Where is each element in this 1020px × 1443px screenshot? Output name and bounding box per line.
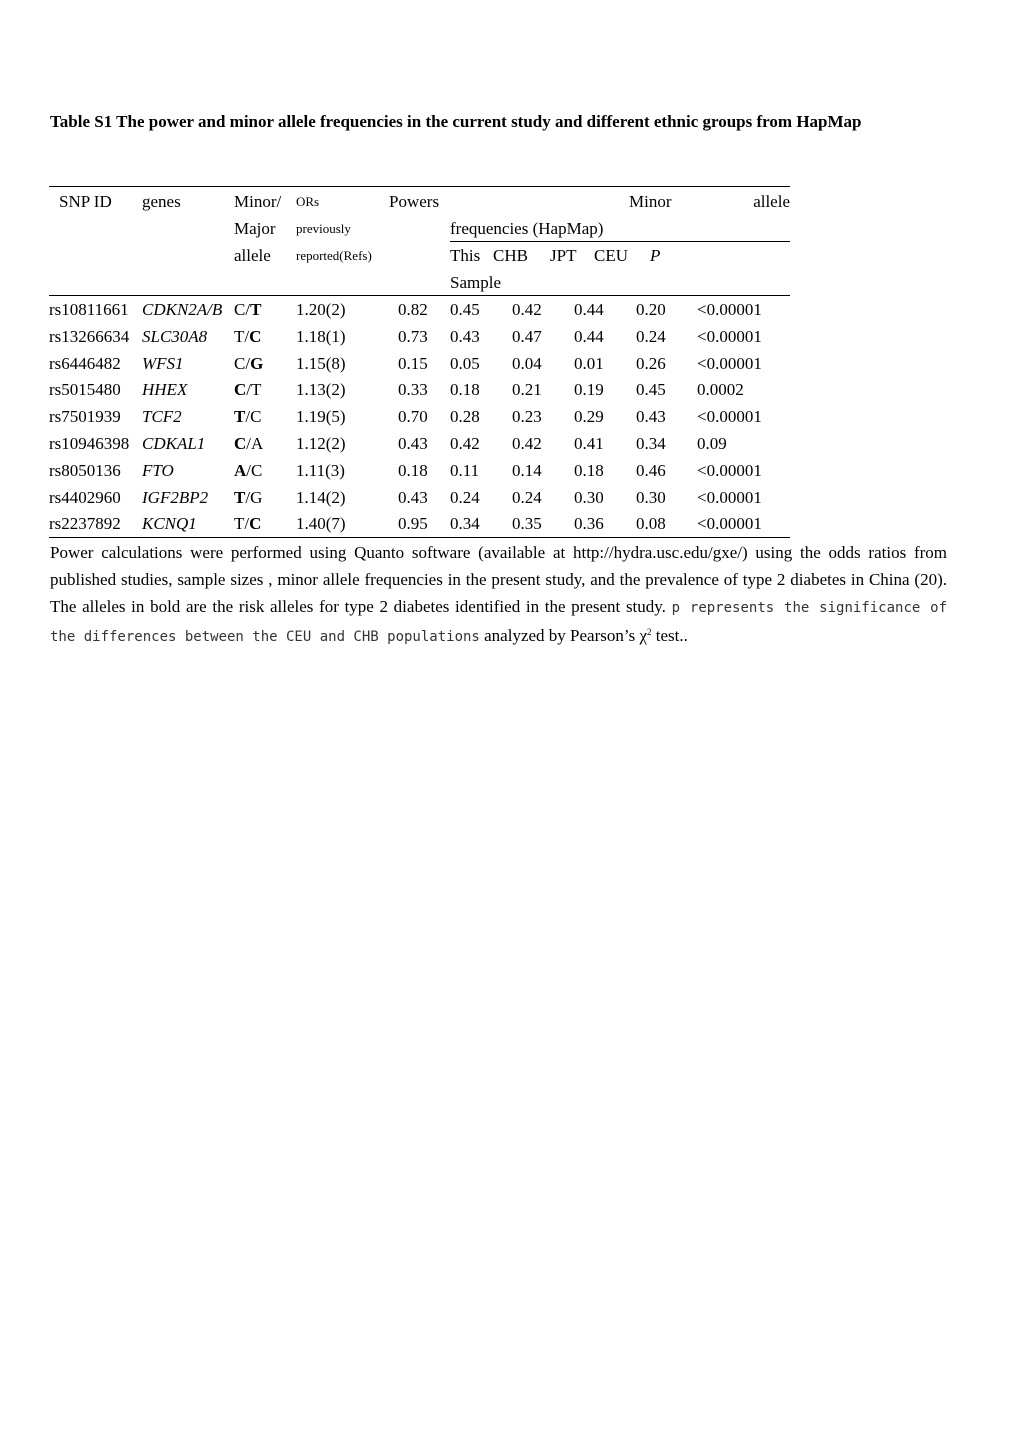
cell-this-sample: 0.24	[450, 487, 480, 507]
cell-allele: T/G	[234, 487, 263, 507]
cell-power: 0.18	[398, 460, 428, 480]
cell-chb: 0.42	[512, 300, 542, 319]
cell-p: <0.00001	[697, 407, 762, 427]
cell-or: 1.40(7)	[296, 514, 346, 534]
cell-allele: T/C	[234, 407, 262, 427]
cell-power: 0.43	[398, 487, 428, 507]
major-allele: C	[249, 326, 262, 346]
cell-this-sample: 0.42	[450, 434, 480, 453]
cell-ceu: 0.30	[636, 487, 666, 507]
header-snp-id: SNP ID	[59, 192, 112, 211]
cell-jpt: 0.44	[574, 326, 604, 346]
cell-gene: IGF2BP2	[142, 487, 209, 507]
cell-jpt: 0.01	[574, 353, 604, 373]
cell-this-sample: 0.43	[450, 326, 480, 346]
cell-gene: CDKN2A/B	[142, 300, 223, 319]
cell-ceu: 0.43	[636, 407, 666, 427]
cell-snp-id: rs10946398	[49, 434, 130, 453]
cell-chb: 0.42	[512, 434, 542, 453]
header-p: P	[650, 246, 661, 265]
cell-jpt: 0.44	[574, 300, 604, 319]
cell-or: 1.12(2)	[296, 434, 346, 453]
cell-chb: 0.04	[512, 353, 542, 373]
cell-jpt: 0.41	[574, 434, 604, 453]
cell-or: 1.19(5)	[296, 407, 346, 427]
cell-gene: HHEX	[142, 380, 188, 400]
cell-snp-id: rs7501939	[49, 407, 121, 427]
header-frequencies: frequencies (HapMap)	[450, 219, 604, 238]
cell-snp-id: rs8050136	[49, 460, 121, 480]
cell-p: <0.00001	[697, 326, 762, 346]
cell-chb: 0.21	[512, 380, 542, 400]
cell-or: 1.15(8)	[296, 353, 346, 373]
major-allele: G	[250, 487, 263, 507]
major-allele: G	[250, 353, 264, 373]
cell-power: 0.33	[398, 380, 428, 400]
minor-allele: C	[234, 434, 247, 453]
header-minor-major-1: Minor/	[234, 192, 282, 211]
minor-allele: C	[234, 353, 246, 373]
cell-snp-id: rs5015480	[49, 380, 121, 400]
cell-jpt: 0.29	[574, 407, 604, 427]
cell-ceu: 0.46	[636, 460, 666, 480]
major-allele: C	[249, 514, 262, 534]
data-table	[49, 186, 790, 538]
cell-power: 0.95	[398, 514, 428, 534]
cell-jpt: 0.19	[574, 380, 604, 400]
header-genes: genes	[142, 192, 181, 211]
cell-allele: A/C	[234, 460, 263, 480]
header-allele: allele	[753, 192, 790, 211]
cell-ceu: 0.20	[636, 300, 666, 319]
major-allele: T	[251, 380, 262, 400]
table-footnote	[50, 539, 947, 651]
table-top-rule	[49, 186, 790, 187]
header-bottom-rule	[49, 295, 790, 296]
cell-jpt: 0.18	[574, 460, 604, 480]
cell-this-sample: 0.18	[450, 380, 480, 400]
footnote-text-1: Power calculations were performed using Quanto software (available at http://hydra.usc.edu/gxe/) using the odds ratios from published studies, sample sizes , minor allele frequencies in the present study, and the prevalence of type 2 diabetes in China (20). The alleles in bold are the risk alleles for type 2 diabetes identified in the present study.	[50, 543, 947, 616]
header-minor: Minor	[629, 192, 672, 211]
cell-jpt: 0.36	[574, 514, 604, 534]
cell-ceu: 0.24	[636, 326, 666, 346]
cell-chb: 0.23	[512, 407, 542, 427]
cell-ceu: 0.08	[636, 514, 666, 534]
cell-or: 1.18(1)	[296, 326, 346, 346]
footnote-text-4: test..	[651, 626, 688, 645]
cell-p: <0.00001	[697, 300, 762, 319]
minor-allele: C	[234, 300, 246, 319]
header-ors-1: ORs	[296, 194, 320, 209]
cell-ceu: 0.45	[636, 380, 666, 400]
footnote-text-2: p represents the significance of the differences between the CEU and CHB populations	[50, 600, 948, 645]
header-ors-2: previously	[296, 221, 351, 236]
cell-or: 1.13(2)	[296, 380, 346, 400]
cell-allele: T/C	[234, 326, 262, 346]
cell-or: 1.11(3)	[296, 460, 345, 480]
footnote-superscript: 2	[647, 627, 652, 637]
minor-allele: T	[234, 487, 246, 507]
cell-this-sample: 0.05	[450, 353, 480, 373]
cell-gene: KCNQ1	[142, 514, 197, 534]
cell-this-sample: 0.34	[450, 514, 480, 534]
cell-gene: FTO	[142, 460, 174, 480]
cell-gene: CDKAL1	[142, 434, 206, 453]
major-allele: C	[250, 407, 262, 427]
cell-snp-id: rs13266634	[49, 326, 130, 346]
header-minor-major-3: allele	[234, 246, 271, 265]
cell-this-sample: 0.28	[450, 407, 480, 427]
header-chb: CHB	[493, 246, 528, 265]
cell-snp-id: rs10811661	[49, 300, 129, 319]
cell-chb: 0.14	[512, 460, 542, 480]
cell-p: <0.00001	[697, 514, 762, 534]
cell-ceu: 0.26	[636, 353, 666, 373]
frequencies-rule	[450, 241, 790, 242]
minor-allele: T	[234, 407, 246, 427]
cell-power: 0.70	[398, 407, 428, 427]
cell-snp-id: rs4402960	[49, 487, 121, 507]
major-allele: A	[251, 434, 264, 453]
cell-allele: C/A	[234, 434, 264, 453]
minor-allele: A	[234, 460, 247, 480]
minor-allele: T	[234, 326, 245, 346]
header-powers: Powers	[389, 192, 440, 211]
cell-allele: C/G	[234, 353, 264, 373]
cell-p: <0.00001	[697, 353, 762, 373]
header-this: This	[450, 246, 481, 265]
minor-allele: C	[234, 380, 247, 400]
cell-ceu: 0.34	[636, 434, 666, 453]
cell-p: 0.0002	[697, 380, 744, 400]
footnote-text-3: analyzed by Pearson’s χ	[484, 626, 647, 645]
cell-power: 0.43	[398, 434, 428, 453]
cell-gene: TCF2	[142, 407, 182, 427]
cell-allele: T/C	[234, 514, 262, 534]
header-sample: Sample	[450, 273, 501, 292]
major-allele: C	[251, 460, 263, 480]
cell-gene: SLC30A8	[142, 326, 208, 346]
cell-snp-id: rs2237892	[49, 514, 121, 534]
cell-or: 1.20(2)	[296, 300, 346, 319]
table-title: Table S1 The power and minor allele frequencies in the current study and different ethnic groups from HapMap	[50, 112, 862, 131]
header-ors-3: reported(Refs)	[296, 248, 372, 263]
cell-chb: 0.47	[512, 326, 542, 346]
cell-power: 0.15	[398, 353, 428, 373]
cell-chb: 0.35	[512, 514, 542, 534]
cell-power: 0.82	[398, 300, 428, 319]
cell-allele: C/T	[234, 380, 262, 400]
cell-allele: C/T	[234, 300, 262, 319]
cell-or: 1.14(2)	[296, 487, 346, 507]
cell-chb: 0.24	[512, 487, 542, 507]
cell-gene: WFS1	[142, 353, 184, 373]
cell-p: <0.00001	[697, 487, 762, 507]
cell-power: 0.73	[398, 326, 428, 346]
cell-p: <0.00001	[697, 460, 762, 480]
header-jpt: JPT	[550, 246, 577, 265]
header-ceu: CEU	[594, 246, 628, 265]
major-allele: T	[250, 300, 262, 319]
cell-this-sample: 0.45	[450, 300, 480, 319]
header-minor-major-2: Major	[234, 219, 276, 238]
minor-allele: T	[234, 514, 245, 534]
cell-this-sample: 0.11	[450, 460, 480, 480]
cell-jpt: 0.30	[574, 487, 604, 507]
cell-p: 0.09	[697, 434, 727, 453]
cell-snp-id: rs6446482	[49, 353, 121, 373]
